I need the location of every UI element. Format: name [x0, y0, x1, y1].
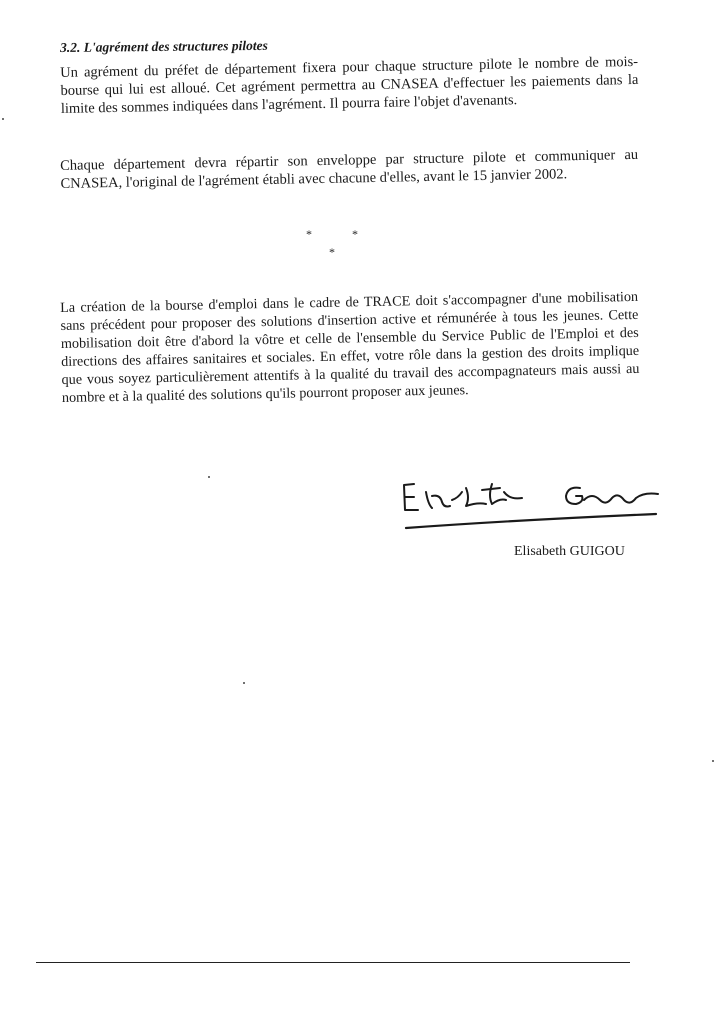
separator-star: * — [306, 227, 312, 241]
section-heading: 3.2. L'agrément des structures pilotes — [60, 37, 268, 55]
paragraph-mobilisation: La création de la bourse d'emploi dans le cadre de TRACE doit s'accompagner d'une mobilisation sans précédent pour proposer des solutions d'insertion active et rémunérée à tous les jeunes. Cette mobilisation doit être d'abord la vôtre et celle de l'ensemble du Service Public de l'Emploi et des directions des affaires sanitaires et sociales. En effet, votre rôle dans la gestion des droits implique que vous soyez particulièrement attentifs à la qualité du travail des accompagnateurs mais aussi au nombre et à la qualité des solutions qu'ils pourront proposer aux jeunes. — [60, 288, 640, 406]
handwritten-signature — [396, 470, 666, 534]
signer-name: Elisabeth GUIGOU — [514, 544, 625, 559]
scan-speck — [712, 760, 714, 762]
scan-speck — [243, 682, 245, 684]
scan-speck — [2, 118, 4, 120]
paragraph-agrement: Un agrément du préfet de département fixera pour chaque structure pilote le nombre de mois-bourse qui lui est alloué. Cet agrément permettra au CNASEA d'effectuer les paiements dans la limite des sommes indiquées dans l'agrément. Il pourra faire l'objet d'avenants. — [60, 53, 639, 117]
footer-rule — [36, 962, 630, 963]
separator-star: * — [352, 227, 358, 241]
scan-speck — [208, 476, 210, 478]
paragraph-repartition: Chaque département devra répartir son enveloppe par structure pilote et communiquer au CNASEA, l'original de l'agrément établi avec chacune d'elles, avant le 15 janvier 2002. — [60, 146, 639, 192]
section-separator — [300, 228, 370, 264]
separator-star: * — [329, 245, 335, 259]
